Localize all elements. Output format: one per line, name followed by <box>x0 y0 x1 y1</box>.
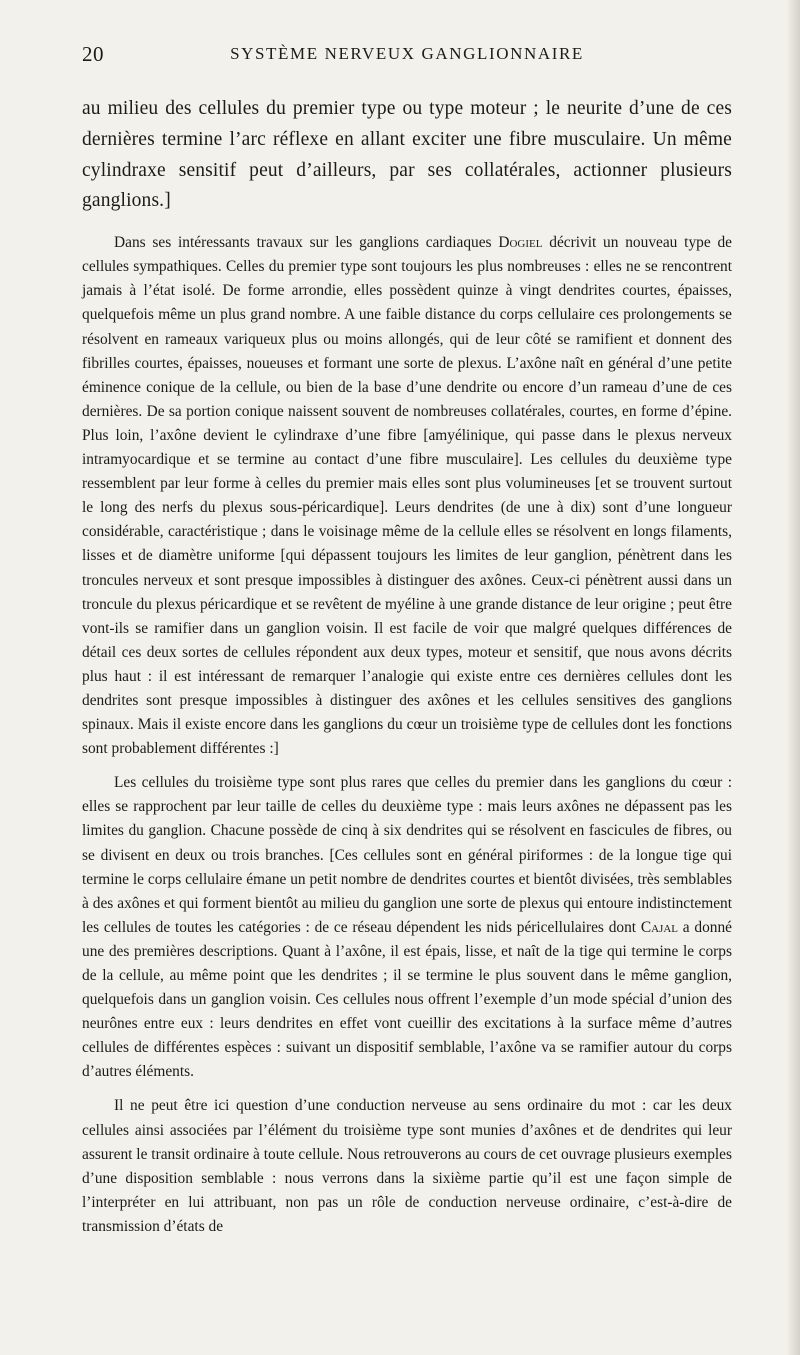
page-body <box>82 94 732 1239</box>
paragraph-text: Les cellules du troisième type sont plus rares que celles du premier dans les ganglions du cœur : elles se rapprochent par leur taille de celles du deuxième type : mais leurs axônes ne dépassent pas les limites du ganglion. Chacune possède de cinq à six dendrites qui se résolvent en fascicules de fibres, ou se divisent en deux ou trois branches. [Ces cellules sont en général piriformes : de la longue tige qui termine le corps cellulaire émane un petit nombre de dendrites courtes et bientôt divisées, très semblables à des axônes et qui forment bientôt au milieu du ganglion une sorte de plexus qui entoure indistinctement les cellules de toutes les catégories : de ce réseau dépendent les nids péricellulaires dont <box>82 774 732 936</box>
page-number: 20 <box>82 42 104 66</box>
author-name-dogiel: Dogiel <box>498 234 543 252</box>
paragraph-text: Dans ses intéressants travaux sur les ganglions cardiaques <box>114 234 499 252</box>
author-name-cajal: Cajal <box>640 918 678 936</box>
paragraph-dogiel <box>82 231 732 761</box>
paragraph-third-type <box>82 771 732 1084</box>
running-head-title: SYSTÈME NERVEUX GANGLIONNAIRE <box>230 44 584 63</box>
paragraph-continuation: au milieu des cellules du premier type ou type moteur ; le neurite d’une de ces dernières termine l’arc réflexe en allant exciter une fibre musculaire. Un même cylindraxe sensitif peut d’ailleurs, par ses collatérales, actionner plusieurs ganglions.] <box>82 98 732 212</box>
paragraph-text: a donné une des premières descriptions. Quant à l’axône, il est épais, lisse, et naît de la tige qui termine le corps de la cellule, au même point que les dendrites ; il se termine le plus souvent dans le même ganglion, quelquefois dans un ganglion voisin. Ces cellules nous offrent l’exemple d’un mode spécial d’union des neurônes entre eux : leurs dendrites en effet vont cueillir des excitations à la surface même d’autres cellules de différentes espèces : suivant un dispositif semblable, l’axône va se ramifier autour du corps d’autres éléments. <box>82 918 732 1081</box>
page-edge-shadow <box>786 0 800 1355</box>
paragraph-conduction: Il ne peut être ici question d’une conduction nerveuse au sens ordinaire du mot : car les deux cellules ainsi associées par l’élément du troisième type sont munies d’axônes et de dendrites qui leur assurent le transit ordinaire à toute cellule. Nous retrouverons au cours de cet ouvrage plusieurs exemples d’une disposition semblable : nous verrons dans la sixième partie qu’il est une façon simple de l’interpréter en lui attribuant, non pas un rôle de conduction nerveuse ordinaire, c’est-à-dire de transmission d’états de <box>82 1097 732 1235</box>
running-head <box>82 42 732 72</box>
paragraph-text: décrivit un nouveau type de cellules sympathiques. Celles du premier type sont toujours les plus nombreuses : elles ne se rencontrent jamais à l’état isolé. De forme arrondie, elles possèdent quinze à vingt dendrites courtes, épaisses, quelquefois même un plus grand nombre. A une faible distance du corps cellulaire ces prolongements se résolvent en rameaux variqueux plus ou moins allongés, qui de leur côté se ramifient et donnent des fibrilles courtes, épaisses, noueuses et formant une sorte de plexus. L’axône naît en général d’une petite éminence conique de la cellule, ou bien de la base d’une dendrite ou encore d’un rameau d’une de ces dernières. De sa portion conique naissent souvent de nombreuses collatérales, courtes, en forme d’épine. Plus loin, l’axône devient le cylindraxe d’une fibre [amyélinique, qui passe dans le plexus nerveux intramyocardique et se termine au contact d’une fibre musculaire]. Les cellules du deuxième type ressemblent par leur forme à celles du premier mais elles sont plus volumineuses [et se trouvent surtout le long des nerfs du plexus sous-péricardique]. Leurs dendrites (de une à dix) sont d’une longueur considérable, caractéristique ; dans le voisinage même de la cellule elles se résolvent en longs filaments, lisses et de diamètre uniforme [qui dépassent toujours les limites de leur ganglion, pénètrent dans les troncules nerveux et sont presque impossibles à distinguer des axônes. Ceux-ci pénètrent aussi dans un troncule du plexus péricardique et se revêtent de myéline à une grande distance de leur origine ; peut être vont-ils se ramifier dans un ganglion voisin. Il est facile de voir que malgré quelques différences de détail ces deux sortes de cellules répondent aux deux types, moteur et sensitif, que nous avons décrits plus haut : il est intéressant de remarquer l’analogie qui existe entre ces dernières cellules dont les dendrites sont presque impossibles à distinguer des axônes et les cellules sensitives des ganglions spinaux. Mais il existe encore dans les ganglions du cœur un troisième type de cellules dont les fonctions sont probablement différentes :] <box>82 234 732 758</box>
